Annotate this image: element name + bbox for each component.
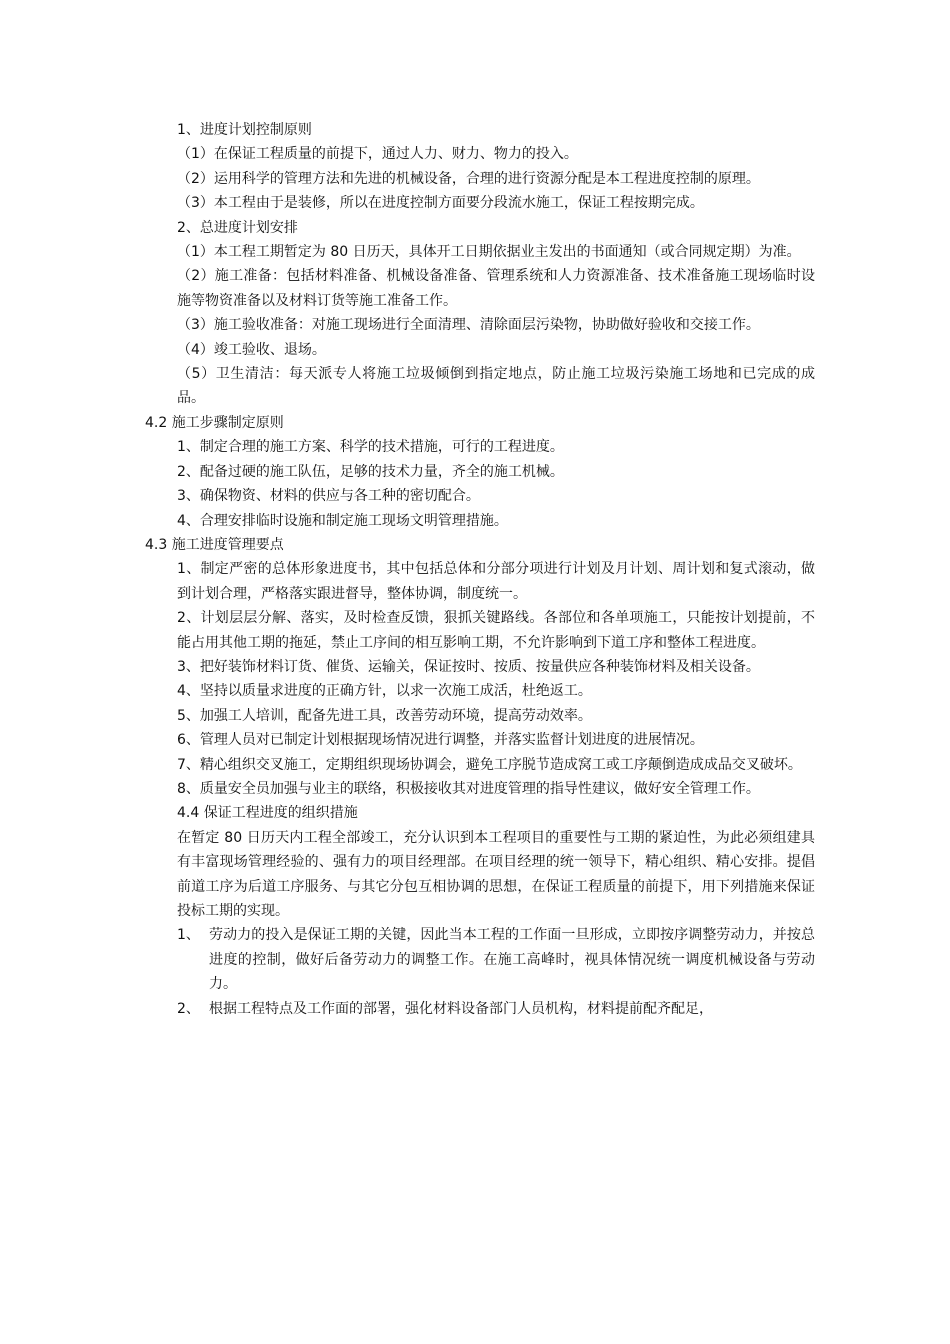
text-line: 1、制定严密的总体形象进度书，其中包括总体和分部分项进行计划及月计划、周计划和复式滚动，做到计划合理，严格落实跟进督导，整体协调，制度统一。: [177, 561, 815, 602]
numbered-list-item: [145, 923, 815, 996]
text-line: 3、把好装饰材料订货、催货、运输关，保证按时、按质、按量供应各种装饰材料及相关设备。: [177, 658, 760, 675]
section-heading: 4.2 施工步骤制定原则: [145, 414, 284, 431]
text-line: （3）本工程由于是装修，所以在进度控制方面要分段流水施工，保证工程按期完成。: [177, 195, 704, 212]
document-body: [145, 118, 815, 1021]
list-item-text: 根据工程特点及工作面的部署，强化材料设备部门人员机构，材料提前配齐配足，: [209, 1000, 713, 1017]
text-line: 2、配备过硬的施工队伍，足够的技术力量，齐全的施工机械。: [177, 463, 564, 480]
text-line: 6、管理人员对已制定计划根据现场情况进行调整，并落实监督计划进度的进展情况。: [177, 732, 704, 749]
text-line: 8、质量安全员加强与业主的联络，积极接收其对进度管理的指导性建议，做好安全管理工作。: [177, 780, 760, 797]
text-line: （1）本工程工期暂定为 80 日历天，具体开工日期依据业主发出的书面通知（或合同规定期）为准。: [177, 244, 801, 261]
list-item-number: 2、: [177, 1000, 200, 1017]
text-line: （2）施工准备：包括材料准备、机械设备准备、管理系统和人力资源准备、技术准备施工现场临时设施等物资准备以及材料订货等施工准备工作。: [177, 268, 815, 309]
text-line: （5）卫生清洁：每天派专人将施工垃圾倾倒到指定地点，防止施工垃圾污染施工场地和已完成的成品。: [177, 366, 815, 407]
text-line: 2、计划层层分解、落实，及时检查反馈，狠抓关键路线。各部位和各单项施工，只能按计划提前，不能占用其他工期的拖延，禁止工序间的相互影响工期，不允许影响到下道工序和整体工程进度。: [177, 610, 815, 651]
text-line: 4、坚持以质量求进度的正确方针，以求一次施工成活，杜绝返工。: [177, 683, 592, 700]
text-line: （3）施工验收准备：对施工现场进行全面清理、清除面层污染物，协助做好验收和交接工作。: [177, 317, 760, 334]
text-line: 3、确保物资、材料的供应与各工种的密切配合。: [177, 488, 480, 505]
text-line: 1、制定合理的施工方案、科学的技术措施，可行的工程进度。: [177, 439, 564, 456]
text-line: 4、合理安排临时设施和制定施工现场文明管理措施。: [177, 512, 508, 529]
section-heading: 4.3 施工进度管理要点: [145, 536, 284, 553]
text-line: 7、精心组织交叉施工，定期组织现场协调会，避免工序脱节造成窝工或工序颠倒造成成品交叉破坏。: [177, 756, 802, 773]
text-line: 1、进度计划控制原则: [177, 122, 312, 138]
text-line: （4）竣工验收、退场。: [177, 341, 326, 358]
text-line: （1）在保证工程质量的前提下，通过人力、财力、物力的投入。: [177, 146, 578, 163]
numbered-list-item: [145, 997, 815, 1021]
list-item-text: 劳动力的投入是保证工期的关键，因此当本工程的工作面一旦形成，立即按序调整劳动力，并按总进度的控制，做好后备劳动力的调整工作。在施工高峰时，视具体情况统一调度机械设备与劳动力。: [209, 927, 815, 993]
list-item-number: 1、: [177, 927, 200, 944]
text-line: 2、总进度计划安排: [177, 219, 298, 236]
text-line: （2）运用科学的管理方法和先进的机械设备，合理的进行资源分配是本工程进度控制的原理。: [177, 170, 760, 187]
body-paragraph: 在暂定 80 日历天内工程全部竣工，充分认识到本工程项目的重要性与工期的紧迫性，为此必须组建具有丰富现场管理经验的、强有力的项目经理部。在项目经理的统一领导下，精心组织、精心安排。提倡前道工序为后道工序服务、与其它分包互相协调的思想，在保证工程质量的前提下，用下列措施来保证投标工期的实现。: [177, 829, 815, 919]
text-line: 4.4 保证工程进度的组织措施: [177, 805, 358, 822]
text-line: 5、加强工人培训，配备先进工具，改善劳动环境，提高劳动效率。: [177, 707, 592, 724]
